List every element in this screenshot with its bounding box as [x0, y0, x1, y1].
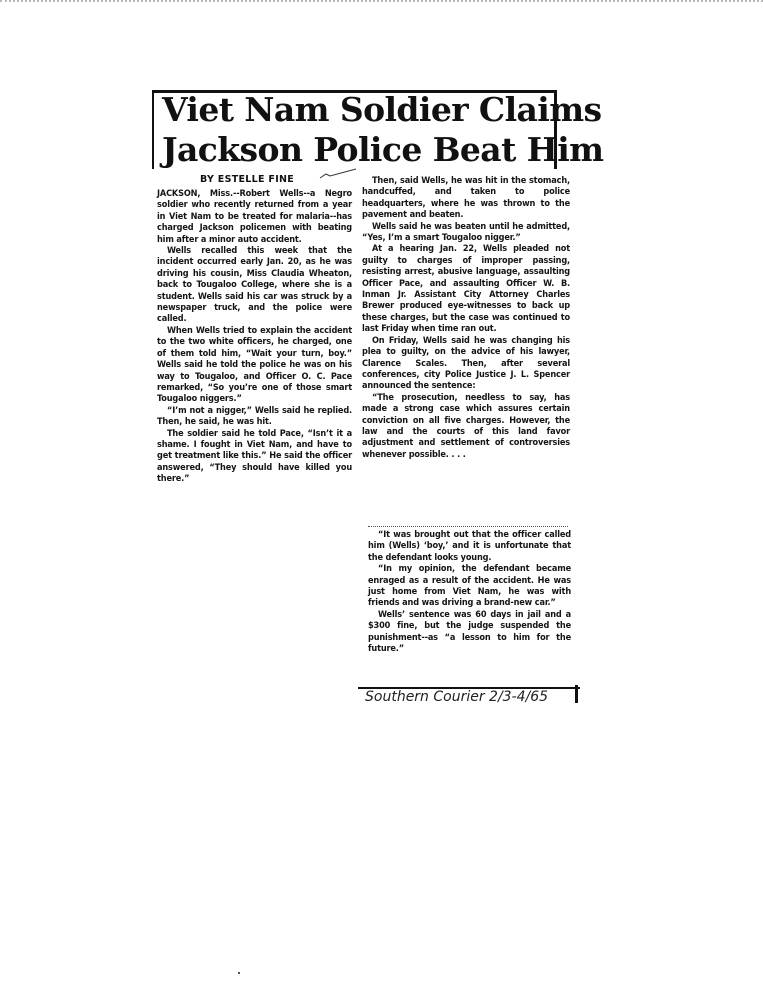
pen-mark-icon [318, 168, 358, 182]
paragraph: When Wells tried to explain the accident to the two white officers, he charged, one of them told him, “Wait your turn, boy.” Wells said he told the police he was on his way to Tougaloo, and Officer O. C. Pace remarked, “So you’re one of those smart Tougaloo niggers.” [157, 325, 352, 405]
paragraph: At a hearing Jan. 22, Wells pleaded not guilty to charges of improper passing, resisting arrest, abusive language, assaulting Officer Pace, and assaulting Officer W. B. Inman Jr. Assistant City Attorney Charles Brewer produced eye-witnesses to back up these charges, but the case was continued to last Friday when time ran out. [362, 244, 570, 335]
paragraph: Wells said he was beaten until he admitted, “Yes, I’m a smart Tougaloo nigger.” [362, 221, 570, 244]
paragraph: On Friday, Wells said he was changing his plea to guilty, on the advice of his lawyer, Clarence Scales. Then, after several conferences, city Police Justice J. L. Spencer announced the sentence: [362, 335, 570, 392]
paragraph: “In my opinion, the defendant became enraged as a result of the accident. He was just home from Viet Nam, he was with friends and was driving a brand-new car.” [368, 564, 571, 609]
byline: BY ESTELLE FINE [200, 174, 295, 185]
article-column-right [362, 176, 570, 461]
paragraph: Then, said Wells, he was hit in the stomach, handcuffed, and taken to police headquarters, where he was thrown to the pavement and beaten. [362, 176, 570, 221]
dotted-divider [368, 526, 568, 527]
headline-line-1: Viet Nam Soldier Claims [162, 90, 602, 129]
paragraph: “I’m not a nigger,” Wells said he replied. Then, he said, he was hit. [157, 405, 352, 428]
article-column-left [157, 189, 352, 486]
scan-speck [238, 972, 240, 974]
headline-line-2: Jackson Police Beat Him [162, 130, 604, 169]
page-top-edge [0, 0, 763, 6]
paragraph: Wells recalled this week that the incident occurred early Jan. 20, as he was driving his cousin, Miss Claudia Wheaton, back to Tougaloo College, where she is a student. Wells said his car was struck by a newspaper truck, and the police were called. [157, 246, 352, 325]
paragraph: JACKSON, Miss.--Robert Wells--a Negro soldier who recently returned from a year in Viet Nam to be treated for malaria--has charged Jackson policemen with beating him after a minor auto accident. [157, 189, 352, 245]
paragraph: “It was brought out that the officer called him (Wells) ‘boy,’ and it is unfortunate that the defendant looks young. [368, 530, 571, 563]
paragraph: Wells’ sentence was 60 days in jail and a $300 fine, but the judge suspended the punishment--as “a lesson to him for the future.” [368, 609, 571, 655]
source-handwriting: Southern Courier 2/3-4/65 [365, 689, 549, 705]
article-column-right-continued [368, 530, 571, 655]
bracket-mark [575, 685, 578, 703]
paragraph: “The prosecution, needless to say, has made a strong case which assures certain conviction on all five charges. However, the law and the courts of this land favor adjustment and settlement of controversies whenever possible. . . . [362, 392, 570, 460]
paragraph: The soldier said he told Pace, “Isn’t it a shame. I fought in Viet Nam, and have to get treatment like this.” He said the officer answered, “They should have killed you there.” [157, 428, 352, 485]
